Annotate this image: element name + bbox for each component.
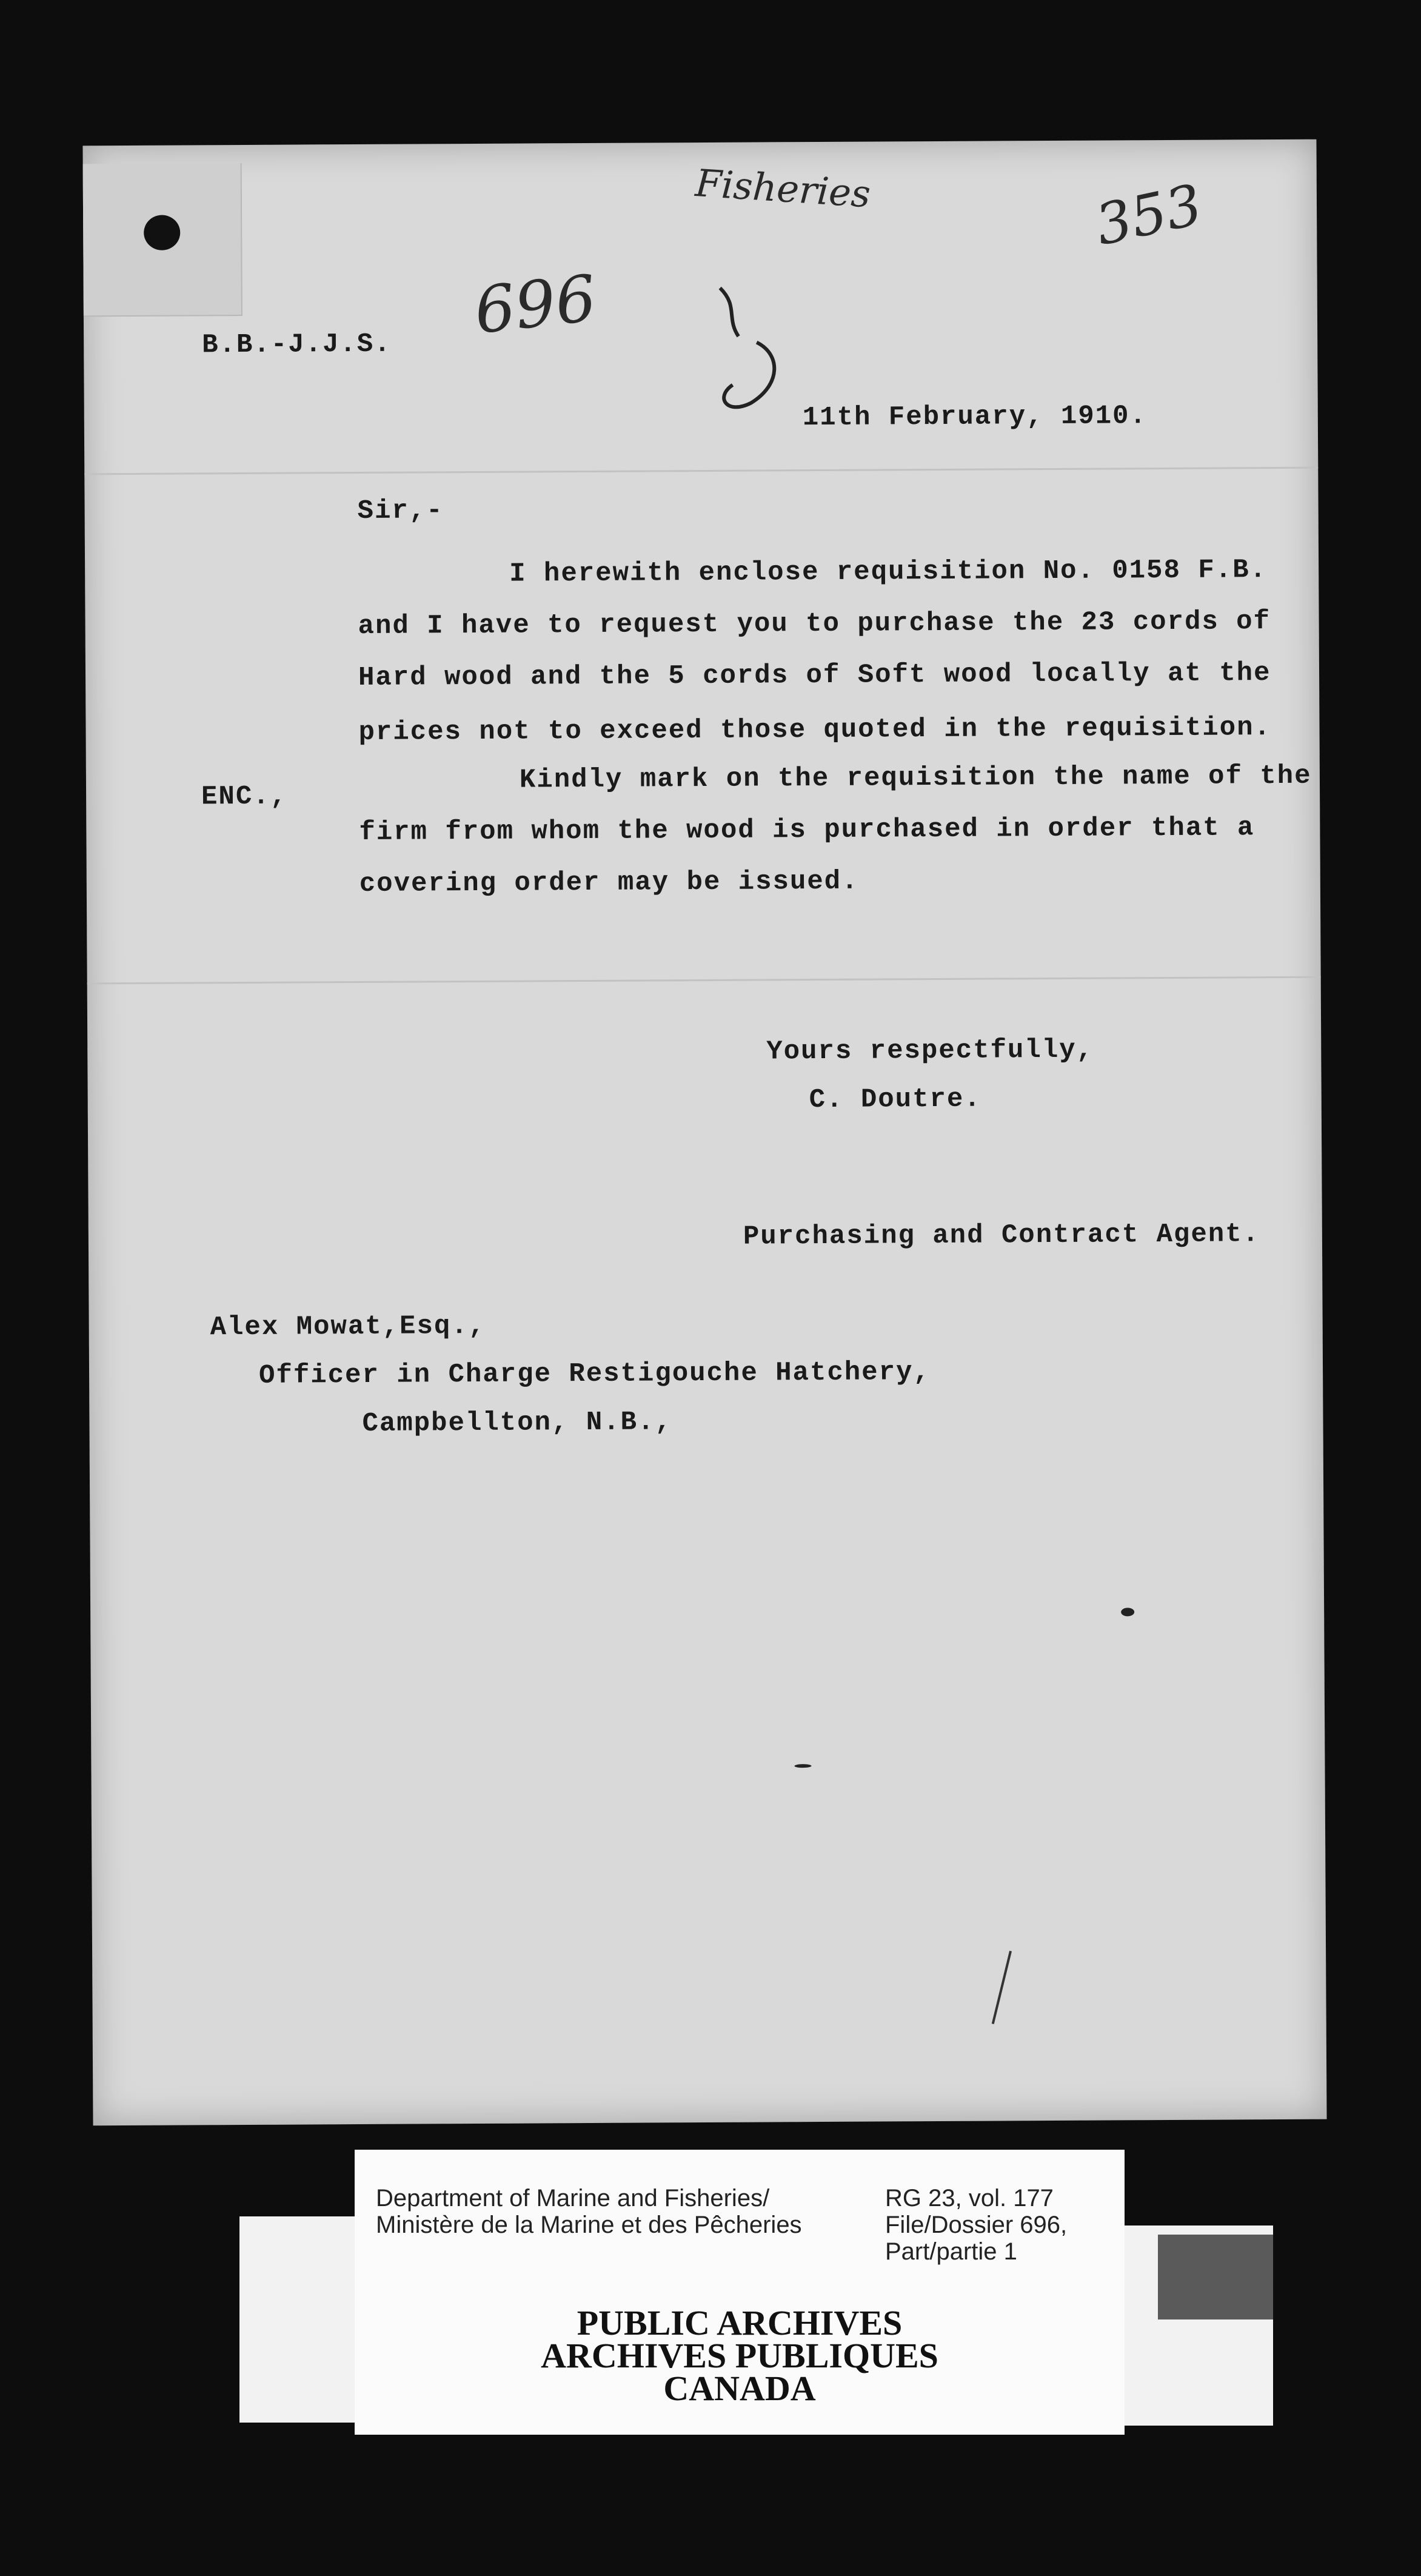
closing: Yours respectfully, bbox=[766, 1035, 1094, 1067]
ink-spot bbox=[1121, 1608, 1134, 1616]
body-line: firm from whom the wood is purchased in order that a bbox=[359, 813, 1255, 848]
recipient-position: Officer in Charge Restigouche Hatchery, bbox=[258, 1357, 931, 1391]
archives-stamp-line: CANADA bbox=[663, 2369, 816, 2408]
reference-initials: B.B.-J.J.S. bbox=[202, 329, 392, 361]
handwritten-page-number: 353 bbox=[1089, 172, 1208, 258]
part-number: Part/partie 1 bbox=[885, 2238, 1017, 2265]
department-french: Ministère de la Marine et des Pêcheries bbox=[376, 2212, 802, 2238]
archives-stamp-line: PUBLIC ARCHIVES bbox=[577, 2303, 903, 2343]
record-group: RG 23, vol. 177 bbox=[885, 2185, 1054, 2212]
signatory: C. Doutre. bbox=[809, 1084, 981, 1116]
enclosure-mark: ENC., bbox=[201, 781, 288, 813]
ink-spot bbox=[794, 1764, 811, 1768]
letter-page bbox=[82, 139, 1326, 2126]
label-side-tab bbox=[1118, 2225, 1273, 2426]
label-side-tab bbox=[239, 2216, 367, 2423]
label-tab-shadow bbox=[1158, 2235, 1273, 2319]
salutation: Sir,- bbox=[357, 495, 444, 526]
fold-line bbox=[84, 467, 1318, 475]
body-line: covering order may be issued. bbox=[359, 866, 859, 899]
recipient-location: Campbellton, N.B., bbox=[362, 1407, 672, 1439]
recipient-name: Alex Mowat,Esq., bbox=[210, 1310, 486, 1343]
handwritten-scribble bbox=[702, 281, 794, 421]
signatory-title: Purchasing and Contract Agent. bbox=[743, 1219, 1260, 1252]
body-line: Hard wood and the 5 cords of Soft wood locally at the bbox=[358, 658, 1271, 693]
fold-line bbox=[87, 976, 1321, 985]
handwritten-subject: Fisheries bbox=[694, 161, 872, 216]
handwritten-file-number: 696 bbox=[470, 261, 600, 349]
body-line: I herewith enclose requisition No. 0158 F.B. bbox=[509, 555, 1268, 589]
body-line: Kindly mark on the requisition the name of the bbox=[519, 760, 1312, 796]
letter-date: 11th February, 1910. bbox=[802, 401, 1148, 434]
pen-stroke bbox=[983, 1948, 1020, 2027]
archives-stamp-line: ARCHIVES PUBLIQUES bbox=[541, 2336, 938, 2375]
body-line: and I have to request you to purchase the 23 cords of bbox=[358, 606, 1271, 642]
archive-label bbox=[355, 2150, 1125, 2435]
file-number: File/Dossier 696, bbox=[885, 2212, 1068, 2238]
body-line: prices not to exceed those quoted in the requisition. bbox=[358, 713, 1272, 748]
department-english: Department of Marine and Fisheries/ bbox=[376, 2185, 770, 2212]
punch-hole bbox=[144, 215, 180, 250]
